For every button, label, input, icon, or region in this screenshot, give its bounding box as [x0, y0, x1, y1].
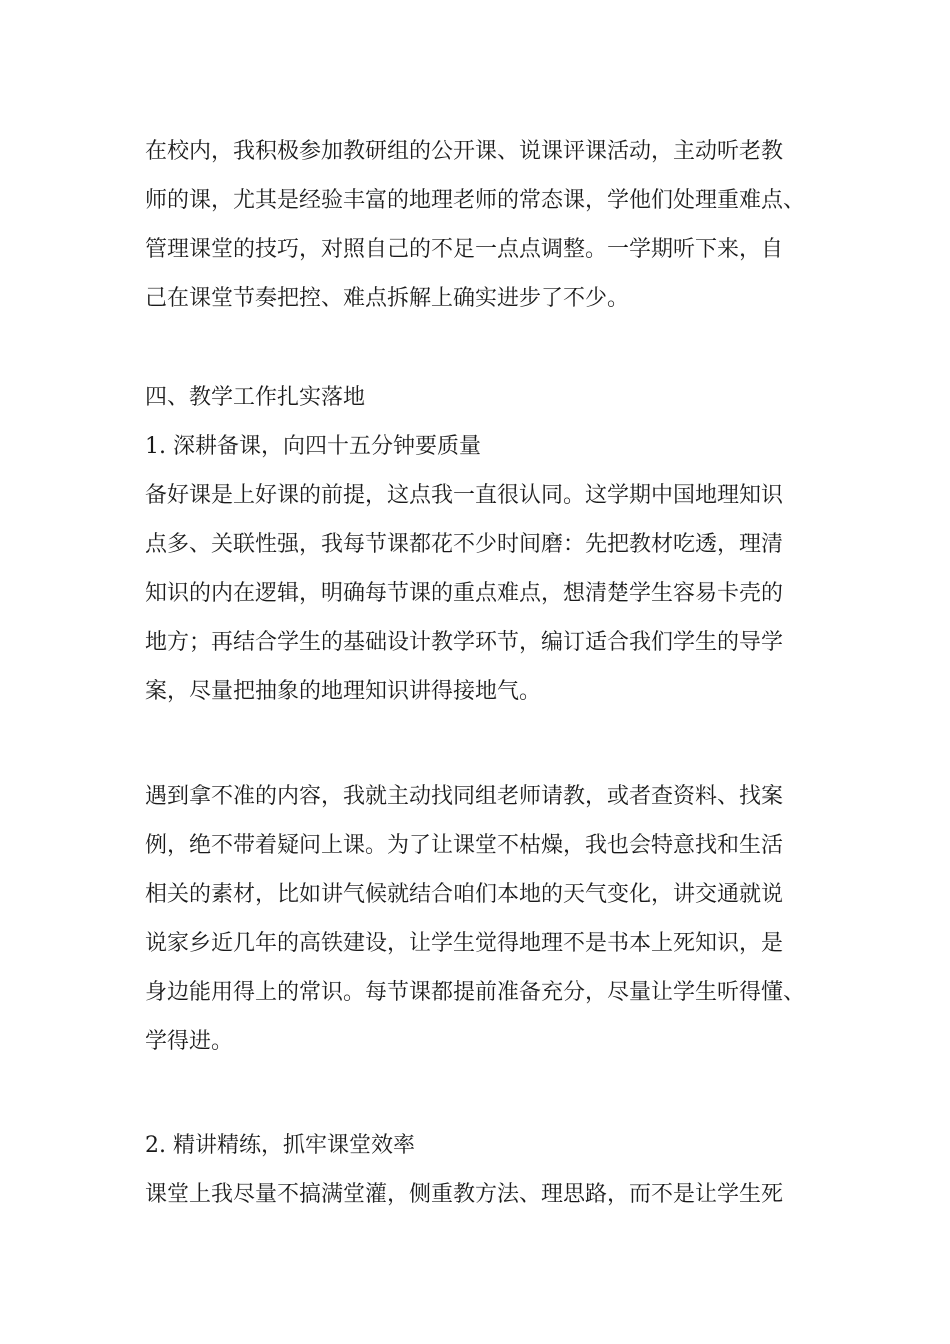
- paragraph-line: 学得进。: [145, 1029, 234, 1054]
- paragraph-line: 师的课，尤其是经验丰富的地理老师的常态课，学他们处理重难点、: [145, 188, 806, 213]
- paragraph-line: 在校内，我积极参加教研组的公开课、说课评课活动，主动听老教: [145, 139, 784, 164]
- paragraph-line: 说家乡近几年的高铁建设，让学生觉得地理不是书本上死知识，是: [145, 931, 784, 956]
- paragraph-line: 知识的内在逻辑，明确每节课的重点难点，想清楚学生容易卡壳的: [145, 581, 784, 606]
- paragraph-line: 地方；再结合学生的基础设计教学环节，编订适合我们学生的导学: [145, 630, 784, 655]
- paragraph-line: 点多、关联性强，我每节课都花不少时间磨：先把教材吃透，理清: [145, 532, 784, 557]
- section-heading: 四、教学工作扎实落地: [145, 385, 366, 410]
- paragraph-line: 遇到拿不准的内容，我就主动找同组老师请教，或者查资料、找案: [145, 784, 784, 809]
- paragraph-line: 课堂上我尽量不搞满堂灌，侧重教方法、理思路，而不是让学生死: [145, 1182, 784, 1207]
- subsection-heading: 2. 精讲精练，抓牢课堂效率: [145, 1133, 415, 1158]
- paragraph-line: 相关的素材，比如讲气候就结合咱们本地的天气变化，讲交通就说: [145, 882, 784, 907]
- paragraph-line: 例，绝不带着疑问上课。为了让课堂不枯燥，我也会特意找和生活: [145, 833, 784, 858]
- subsection-heading: 1. 深耕备课，向四十五分钟要质量: [145, 434, 481, 459]
- paragraph-line: 案，尽量把抽象的地理知识讲得接地气。: [145, 679, 542, 704]
- paragraph-line: 身边能用得上的常识。每节课都提前准备充分，尽量让学生听得懂、: [145, 980, 806, 1005]
- paragraph-line: 管理课堂的技巧，对照自己的不足一点点调整。一学期听下来，自: [145, 237, 784, 262]
- paragraph-line: 己在课堂节奏把控、难点拆解上确实进步了不少。: [145, 286, 630, 311]
- paragraph-line: 备好课是上好课的前提，这点我一直很认同。这学期中国地理知识: [145, 483, 784, 508]
